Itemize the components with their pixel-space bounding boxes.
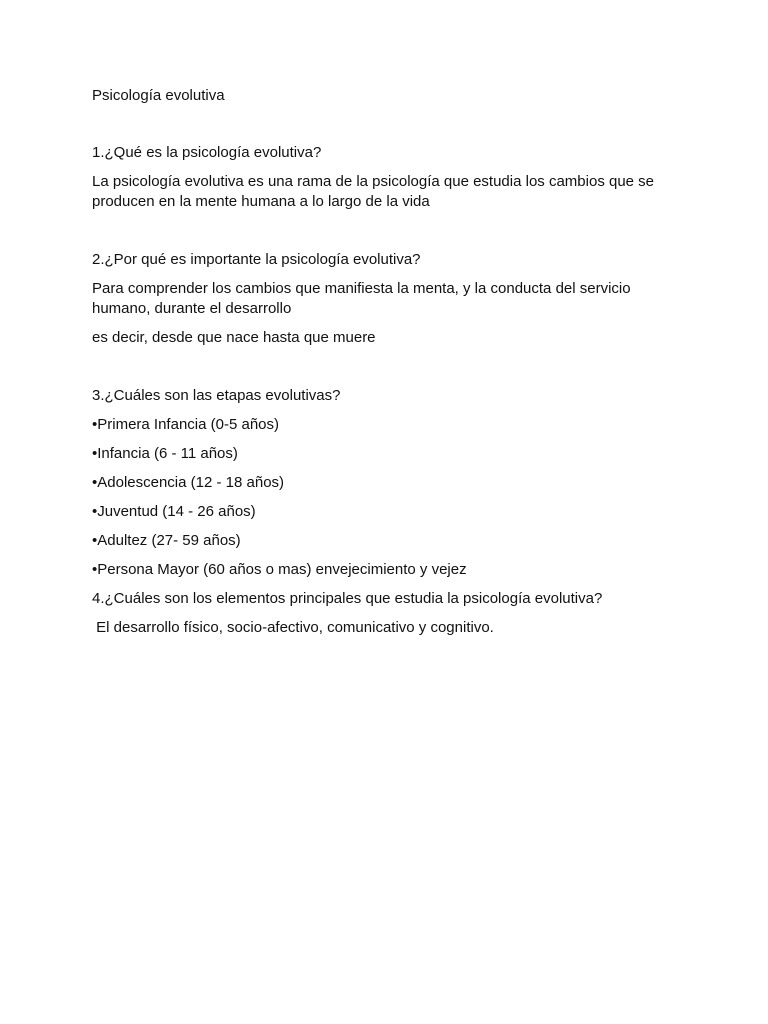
list-item: •Primera Infancia (0-5 años) — [92, 416, 279, 433]
list-item: •Adultez (27- 59 años) — [92, 532, 241, 549]
list-item: •Adolescencia (12 - 18 años) — [92, 474, 285, 491]
answer-2-continuation: es decir, desde que nace hasta que muere — [92, 329, 376, 346]
document-page — [92, 86, 692, 647]
question-3: 3.¿Cuáles son las etapas evolutivas? — [92, 387, 341, 404]
document-title: Psicología evolutiva — [92, 87, 225, 104]
list-item: •Persona Mayor (60 años o mas) envejecimiento y vejez — [92, 561, 467, 578]
question-4: 4.¿Cuáles son los elementos principales que estudia la psicología evolutiva? — [92, 590, 603, 607]
list-item: •Infancia (6 - 11 años) — [92, 445, 238, 462]
question-1: 1.¿Qué es la psicología evolutiva? — [92, 144, 322, 161]
question-2: 2.¿Por qué es importante la psicología evolutiva? — [92, 251, 421, 268]
answer-2: Para comprender los cambios que manifiesta la menta, y la conducta del servicio humano, durante el desarrollo — [92, 280, 631, 317]
answer-4: El desarrollo físico, socio-afectivo, comunicativo y cognitivo. — [92, 619, 494, 636]
answer-1: La psicología evolutiva es una rama de la psicología que estudia los cambios que se producen en la mente humana a lo largo de la vida — [92, 173, 655, 210]
list-item: •Juventud (14 - 26 años) — [92, 503, 256, 520]
